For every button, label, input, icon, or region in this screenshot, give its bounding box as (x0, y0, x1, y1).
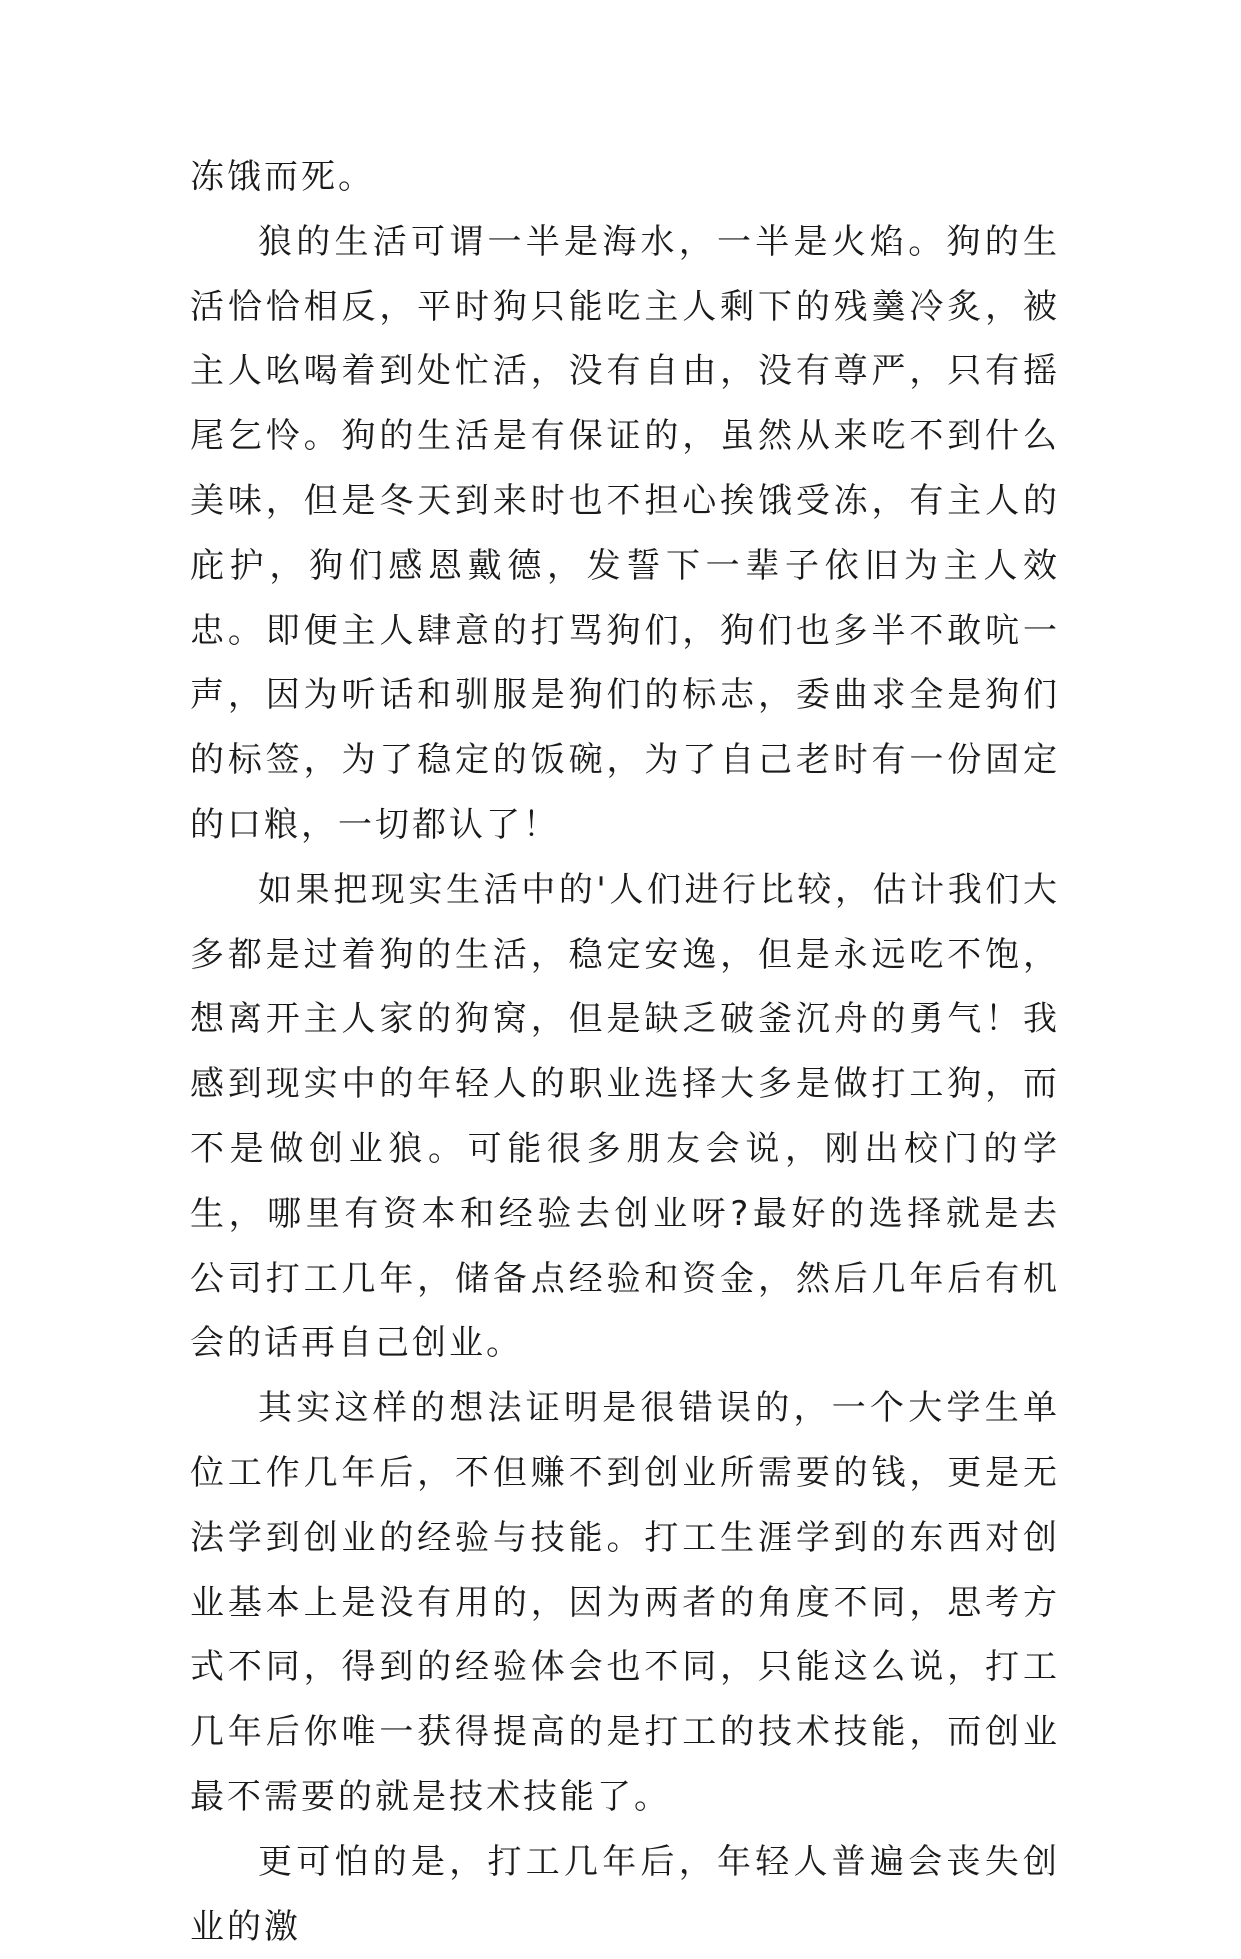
paragraph-comparison: 如果把现实生活中的'人们进行比较，估计我们大多都是过着狗的生活，稳定安逸，但是永远吃不饱，想离开主人家的狗窝，但是缺乏破釜沉舟的勇气！我感到现实中的年轻人的职业选择大多是做打工狗，而不是做创业狼。可能很多朋友会说，刚出校门的学生，哪里有资本和经验去创业呀?最好的选择就是去公司打工几年，储备点经验和资金，然后几年后有机会的话再自己创业。 (190, 869, 1060, 1364)
document-body (190, 145, 1060, 1959)
paragraph-mistaken-idea: 其实这样的想法证明是很错误的，一个大学生单位工作几年后，不但赚不到创业所需要的钱，更是无法学到创业的经验与技能。打工生涯学到的东西对创业基本上是没有用的，因为两者的角度不同，思考方式不同，得到的经验体会也不同，只能这么说，打工几年后你唯一获得提高的是打工的技术技能，而创业最不需要的就是技术技能了。 (190, 1388, 1060, 1817)
paragraph-wolf-and-dog-life: 狼的生活可谓一半是海水，一半是火焰。狗的生活恰恰相反，平时狗只能吃主人剩下的残羹冷炙，被主人吆喝着到处忙活，没有自由，没有尊严，只有摇尾乞怜。狗的生活是有保证的，虽然从来吃不到什么美味，但是冬天到来时也不担心挨饿受冻，有主人的庇护，狗们感恩戴德，发誓下一辈子依旧为主人效忠。即便主人肆意的打骂狗们，狗们也多半不敢吭一声，因为听话和驯服是狗们的标志，委曲求全是狗们的标签，为了稳定的饭碗，为了自己老时有一份固定的口粮，一切都认了！ (190, 221, 1060, 845)
paragraph-continuation: 冻饿而死。 (190, 157, 375, 197)
paragraph-worse-consequence: 更可怕的是，打工几年后，年轻人普遍会丧失创业的激 (190, 1841, 1060, 1947)
